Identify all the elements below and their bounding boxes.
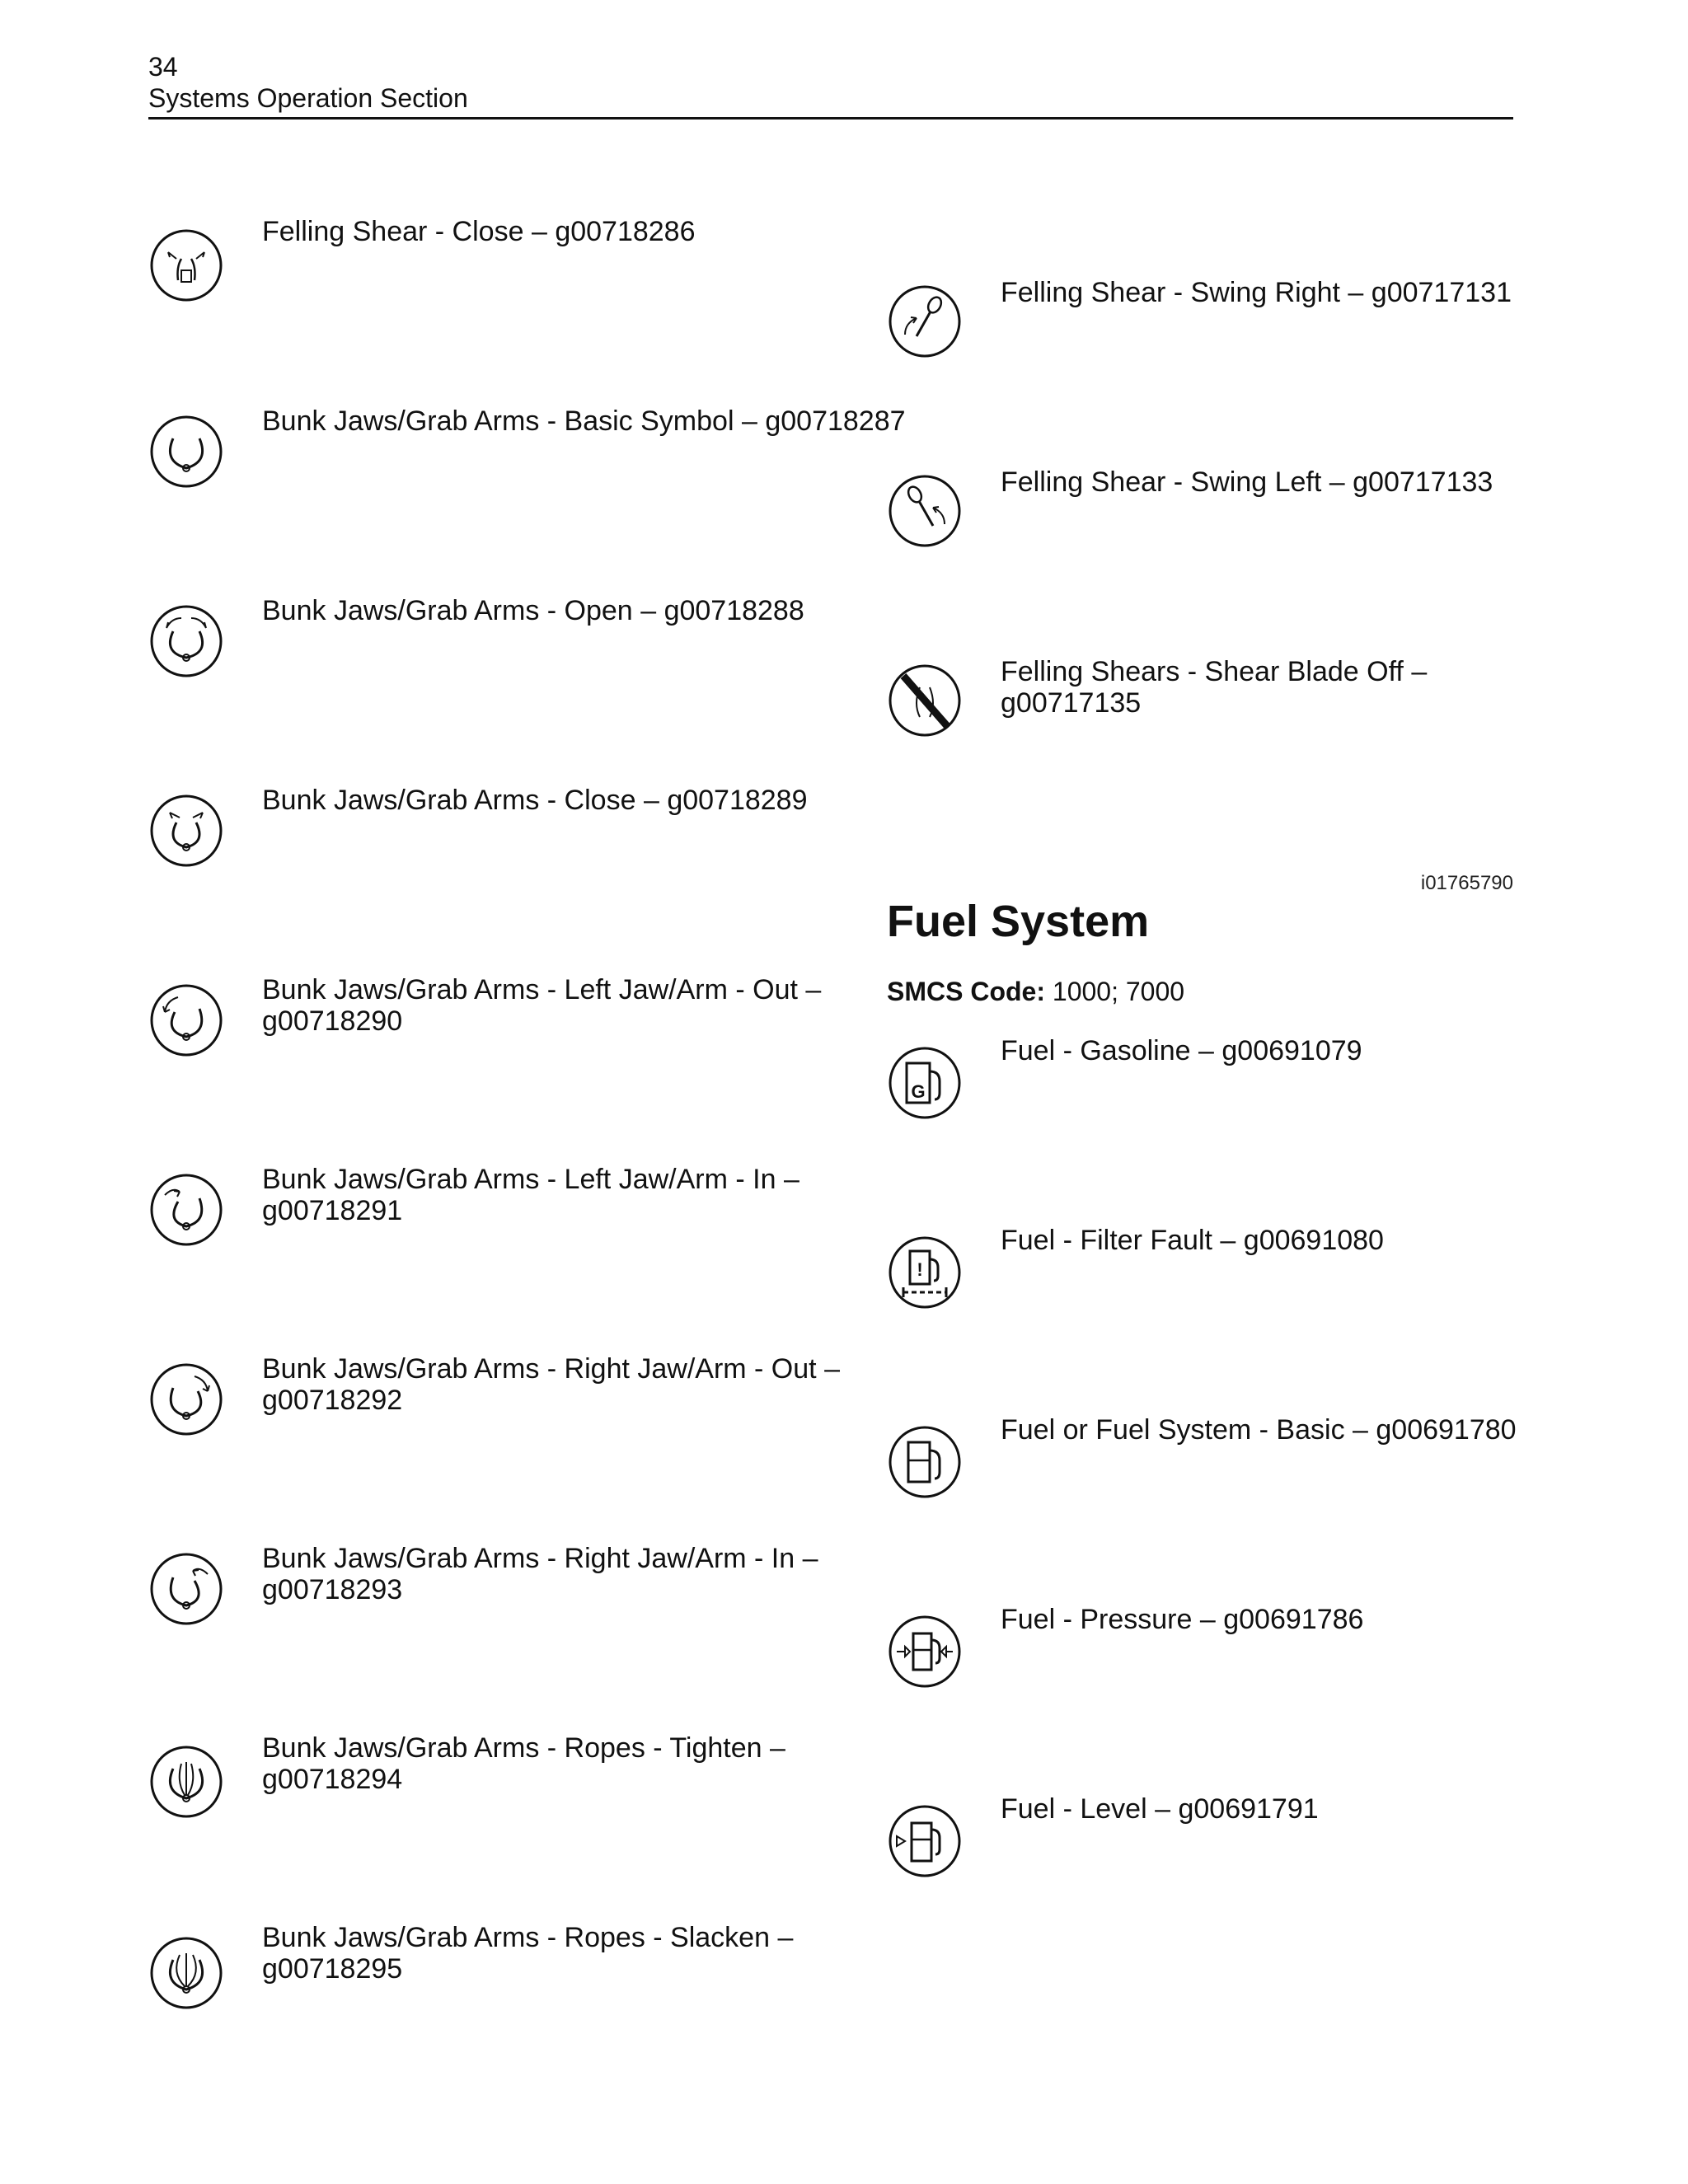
fuel-filter-fault-icon bbox=[887, 1235, 963, 1310]
reference-id: i01765790 bbox=[1420, 872, 1513, 894]
section-name: Systems Operation Section bbox=[148, 83, 468, 113]
symbol-caption: Fuel or Fuel System - Basic – g00691780 bbox=[1001, 1414, 1517, 1446]
felling-shear-close-icon bbox=[148, 227, 224, 303]
symbol-caption: Bunk Jaws/Grab Arms - Right Jaw/Arm - In – g00718293 bbox=[262, 1543, 818, 1605]
symbol-caption: Bunk Jaws/Grab Arms - Left Jaw/Arm - In – g00718291 bbox=[262, 1164, 799, 1226]
felling-shear-swing-right-icon bbox=[887, 284, 963, 359]
symbol-caption: Felling Shear - Close – g00718286 bbox=[262, 216, 696, 247]
header-rule bbox=[148, 117, 1513, 120]
symbol-caption: Fuel - Level – g00691791 bbox=[1001, 1793, 1319, 1825]
symbol-caption: Bunk Jaws/Grab Arms - Right Jaw/Arm - Out – g00718292 bbox=[262, 1353, 840, 1416]
fuel-pressure-icon bbox=[887, 1614, 963, 1690]
bunk-jaws-left-in-icon bbox=[148, 1172, 224, 1248]
fuel-basic-icon bbox=[887, 1424, 963, 1500]
smcs-value: 1000; 7000 bbox=[1052, 977, 1185, 1006]
bunk-jaws-right-out-icon bbox=[148, 1361, 224, 1437]
symbol-caption: Bunk Jaws/Grab Arms - Ropes - Tighten – g00718294 bbox=[262, 1732, 785, 1795]
symbol-caption: Bunk Jaws/Grab Arms - Left Jaw/Arm - Out – g00718290 bbox=[262, 974, 822, 1037]
symbol-caption: Felling Shears - Shear Blade Off – g00717135 bbox=[1001, 656, 1428, 719]
bunk-jaws-left-out-icon bbox=[148, 982, 224, 1058]
section-title: Fuel System bbox=[887, 897, 1150, 946]
shear-blade-off-icon bbox=[887, 663, 963, 738]
symbol-caption: Bunk Jaws/Grab Arms - Open – g00718288 bbox=[262, 595, 804, 626]
bunk-jaws-right-in-icon bbox=[148, 1551, 224, 1627]
felling-shear-swing-left-icon bbox=[887, 473, 963, 549]
bunk-jaws-close-icon bbox=[148, 793, 224, 869]
symbol-caption: Bunk Jaws/Grab Arms - Basic Symbol – g00718287 bbox=[262, 405, 906, 437]
page-header bbox=[148, 51, 1513, 114]
svg-text:G: G bbox=[911, 1081, 926, 1102]
smcs-code bbox=[887, 976, 1184, 1007]
symbol-caption: Felling Shear - Swing Right – g00717131 bbox=[1001, 277, 1512, 308]
fuel-level-icon bbox=[887, 1803, 963, 1879]
symbol-caption: Bunk Jaws/Grab Arms - Ropes - Slacken – g00718295 bbox=[262, 1922, 794, 1985]
fuel-gasoline-icon bbox=[887, 1045, 963, 1121]
page-number: 34 bbox=[148, 52, 178, 82]
symbol-caption: Bunk Jaws/Grab Arms - Close – g00718289 bbox=[262, 785, 808, 816]
bunk-jaws-open-icon bbox=[148, 603, 224, 679]
ropes-tighten-icon bbox=[148, 1744, 224, 1820]
bunk-jaws-basic-icon bbox=[148, 414, 224, 490]
symbol-caption: Felling Shear - Swing Left – g00717133 bbox=[1001, 466, 1493, 498]
symbol-caption: Fuel - Filter Fault – g00691080 bbox=[1001, 1225, 1384, 1256]
ropes-slacken-icon bbox=[148, 1935, 224, 2011]
symbol-caption: Fuel - Pressure – g00691786 bbox=[1001, 1604, 1364, 1635]
smcs-label: SMCS Code: bbox=[887, 977, 1045, 1006]
symbol-caption: Fuel - Gasoline – g00691079 bbox=[1001, 1035, 1362, 1066]
svg-text:!: ! bbox=[917, 1259, 923, 1280]
